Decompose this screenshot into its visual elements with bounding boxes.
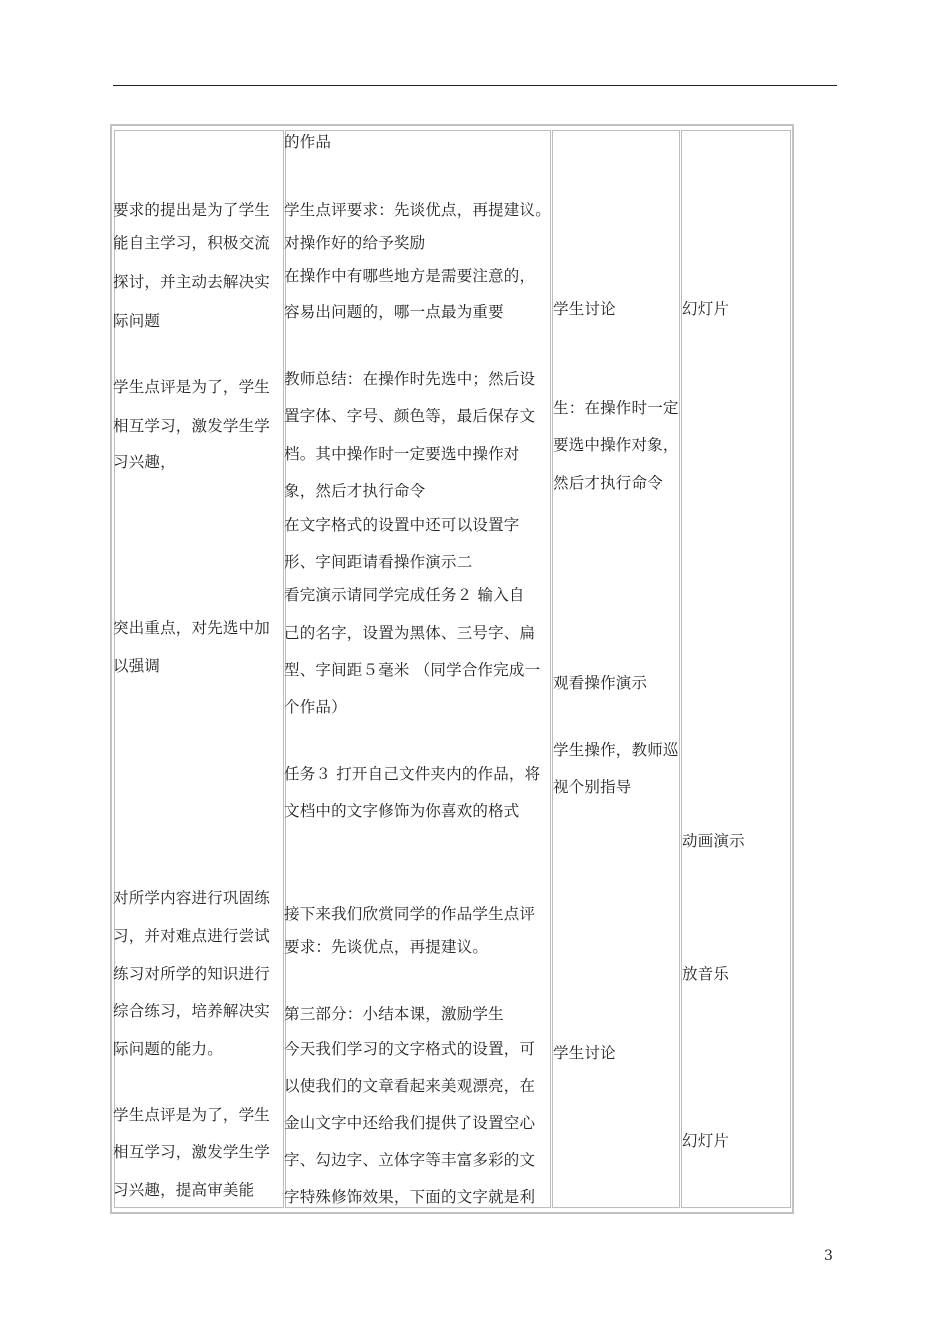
- col1-line: 际问题的能力。: [113, 1040, 223, 1058]
- header-rule: [113, 85, 837, 86]
- col2-line: 象，然后才执行命令: [284, 482, 426, 500]
- col1-line: 学生点评是为了，学生: [113, 1106, 271, 1124]
- col1-line: 要求的提出是为了学生: [113, 201, 271, 219]
- col2-line: 个作品）: [284, 698, 347, 716]
- col2-line: 形、字间距请看操作演示二: [284, 553, 473, 571]
- col2-line: 今天我们学习的文字格式的设置，可: [284, 1040, 536, 1058]
- col3-line: 学生操作，教师巡: [553, 741, 679, 759]
- col2-line: 文档中的文字修饰为你喜欢的格式: [284, 802, 520, 820]
- col1-line: 习，并对难点进行尝试: [113, 927, 271, 945]
- col4-line: 放音乐: [682, 965, 730, 983]
- page-number: 3: [824, 1248, 833, 1264]
- column-media: [681, 130, 791, 1208]
- col1-line: 相互学习，激发学生学: [113, 417, 271, 435]
- col3-line: 观看操作演示: [553, 674, 648, 692]
- col2-line: 教师总结：在操作时先选中；然后设: [284, 370, 536, 388]
- col2-line: 任务３ 打开自己文件夹内的作品，将: [284, 765, 541, 783]
- col1-line: 习兴趣，提高审美能: [113, 1181, 255, 1199]
- col1-line: 习兴趣，: [113, 453, 176, 471]
- col3-line: 视个别指导: [553, 778, 632, 796]
- col3-line: 学生讨论: [553, 300, 616, 318]
- col2-line: 字、勾边字、立体字等丰富多彩的文: [284, 1151, 536, 1169]
- col1-line: 练习对所学的知识进行: [113, 965, 271, 983]
- col1-line: 突出重点，对先选中加: [113, 619, 271, 637]
- col4-line: 幻灯片: [682, 300, 730, 318]
- col3-line: 要选中操作对象，: [553, 436, 679, 454]
- col2-line: 金山文字中还给我们提供了设置空心: [284, 1114, 536, 1132]
- col2-line: 以使我们的文章看起来美观漂亮，在: [284, 1077, 536, 1095]
- col2-line: 看完演示请同学完成任务２ 输入自: [284, 586, 525, 604]
- col2-line: 档。其中操作时一定要选中操作对: [284, 445, 520, 463]
- col1-line: 能自主学习，积极交流: [113, 234, 271, 252]
- col1-line: 对所学内容进行巩固练: [113, 889, 271, 907]
- col4-line: 动画演示: [682, 832, 745, 850]
- col1-line: 学生点评是为了，学生: [113, 378, 271, 396]
- col3-line: 学生讨论: [553, 1044, 616, 1062]
- col2-line: 对操作好的给予奖励: [284, 234, 426, 252]
- col2-line: 要求：先谈优点，再提建议。: [284, 938, 489, 956]
- col1-line: 以强调: [113, 657, 161, 675]
- col1-line: 综合练习，培养解决实: [113, 1002, 271, 1020]
- col2-line: 型、字间距５毫米 （同学合作完成一: [284, 661, 541, 679]
- col4-line: 幻灯片: [682, 1132, 730, 1150]
- col2-line: 的作品: [284, 133, 332, 151]
- col2-line: 容易出问题的，哪一点最为重要: [284, 303, 504, 321]
- col2-line: 接下来我们欣赏同学的作品学生点评: [284, 905, 536, 923]
- col3-line: 然后才执行命令: [553, 474, 663, 492]
- col2-line: 在文字格式的设置中还可以设置字: [284, 516, 520, 534]
- col3-line: 生：在操作时一定: [553, 399, 679, 417]
- col2-line: 在操作中有哪些地方是需要注意的，: [284, 267, 536, 285]
- col1-line: 探讨，并主动去解决实: [113, 273, 271, 291]
- col1-line: 际问题: [113, 312, 161, 330]
- col2-line: 字特殊修饰效果，下面的文字就是利: [284, 1188, 536, 1206]
- col2-line: 己的名字，设置为黑体、三号字、扁: [284, 624, 536, 642]
- col1-line: 相互学习，激发学生学: [113, 1143, 271, 1161]
- col2-line: 学生点评要求：先谈优点，再提建议。: [284, 201, 551, 219]
- col2-line: 置字体、字号、颜色等，最后保存文: [284, 407, 536, 425]
- col2-line: 第三部分：小结本课，激励学生: [284, 1005, 504, 1023]
